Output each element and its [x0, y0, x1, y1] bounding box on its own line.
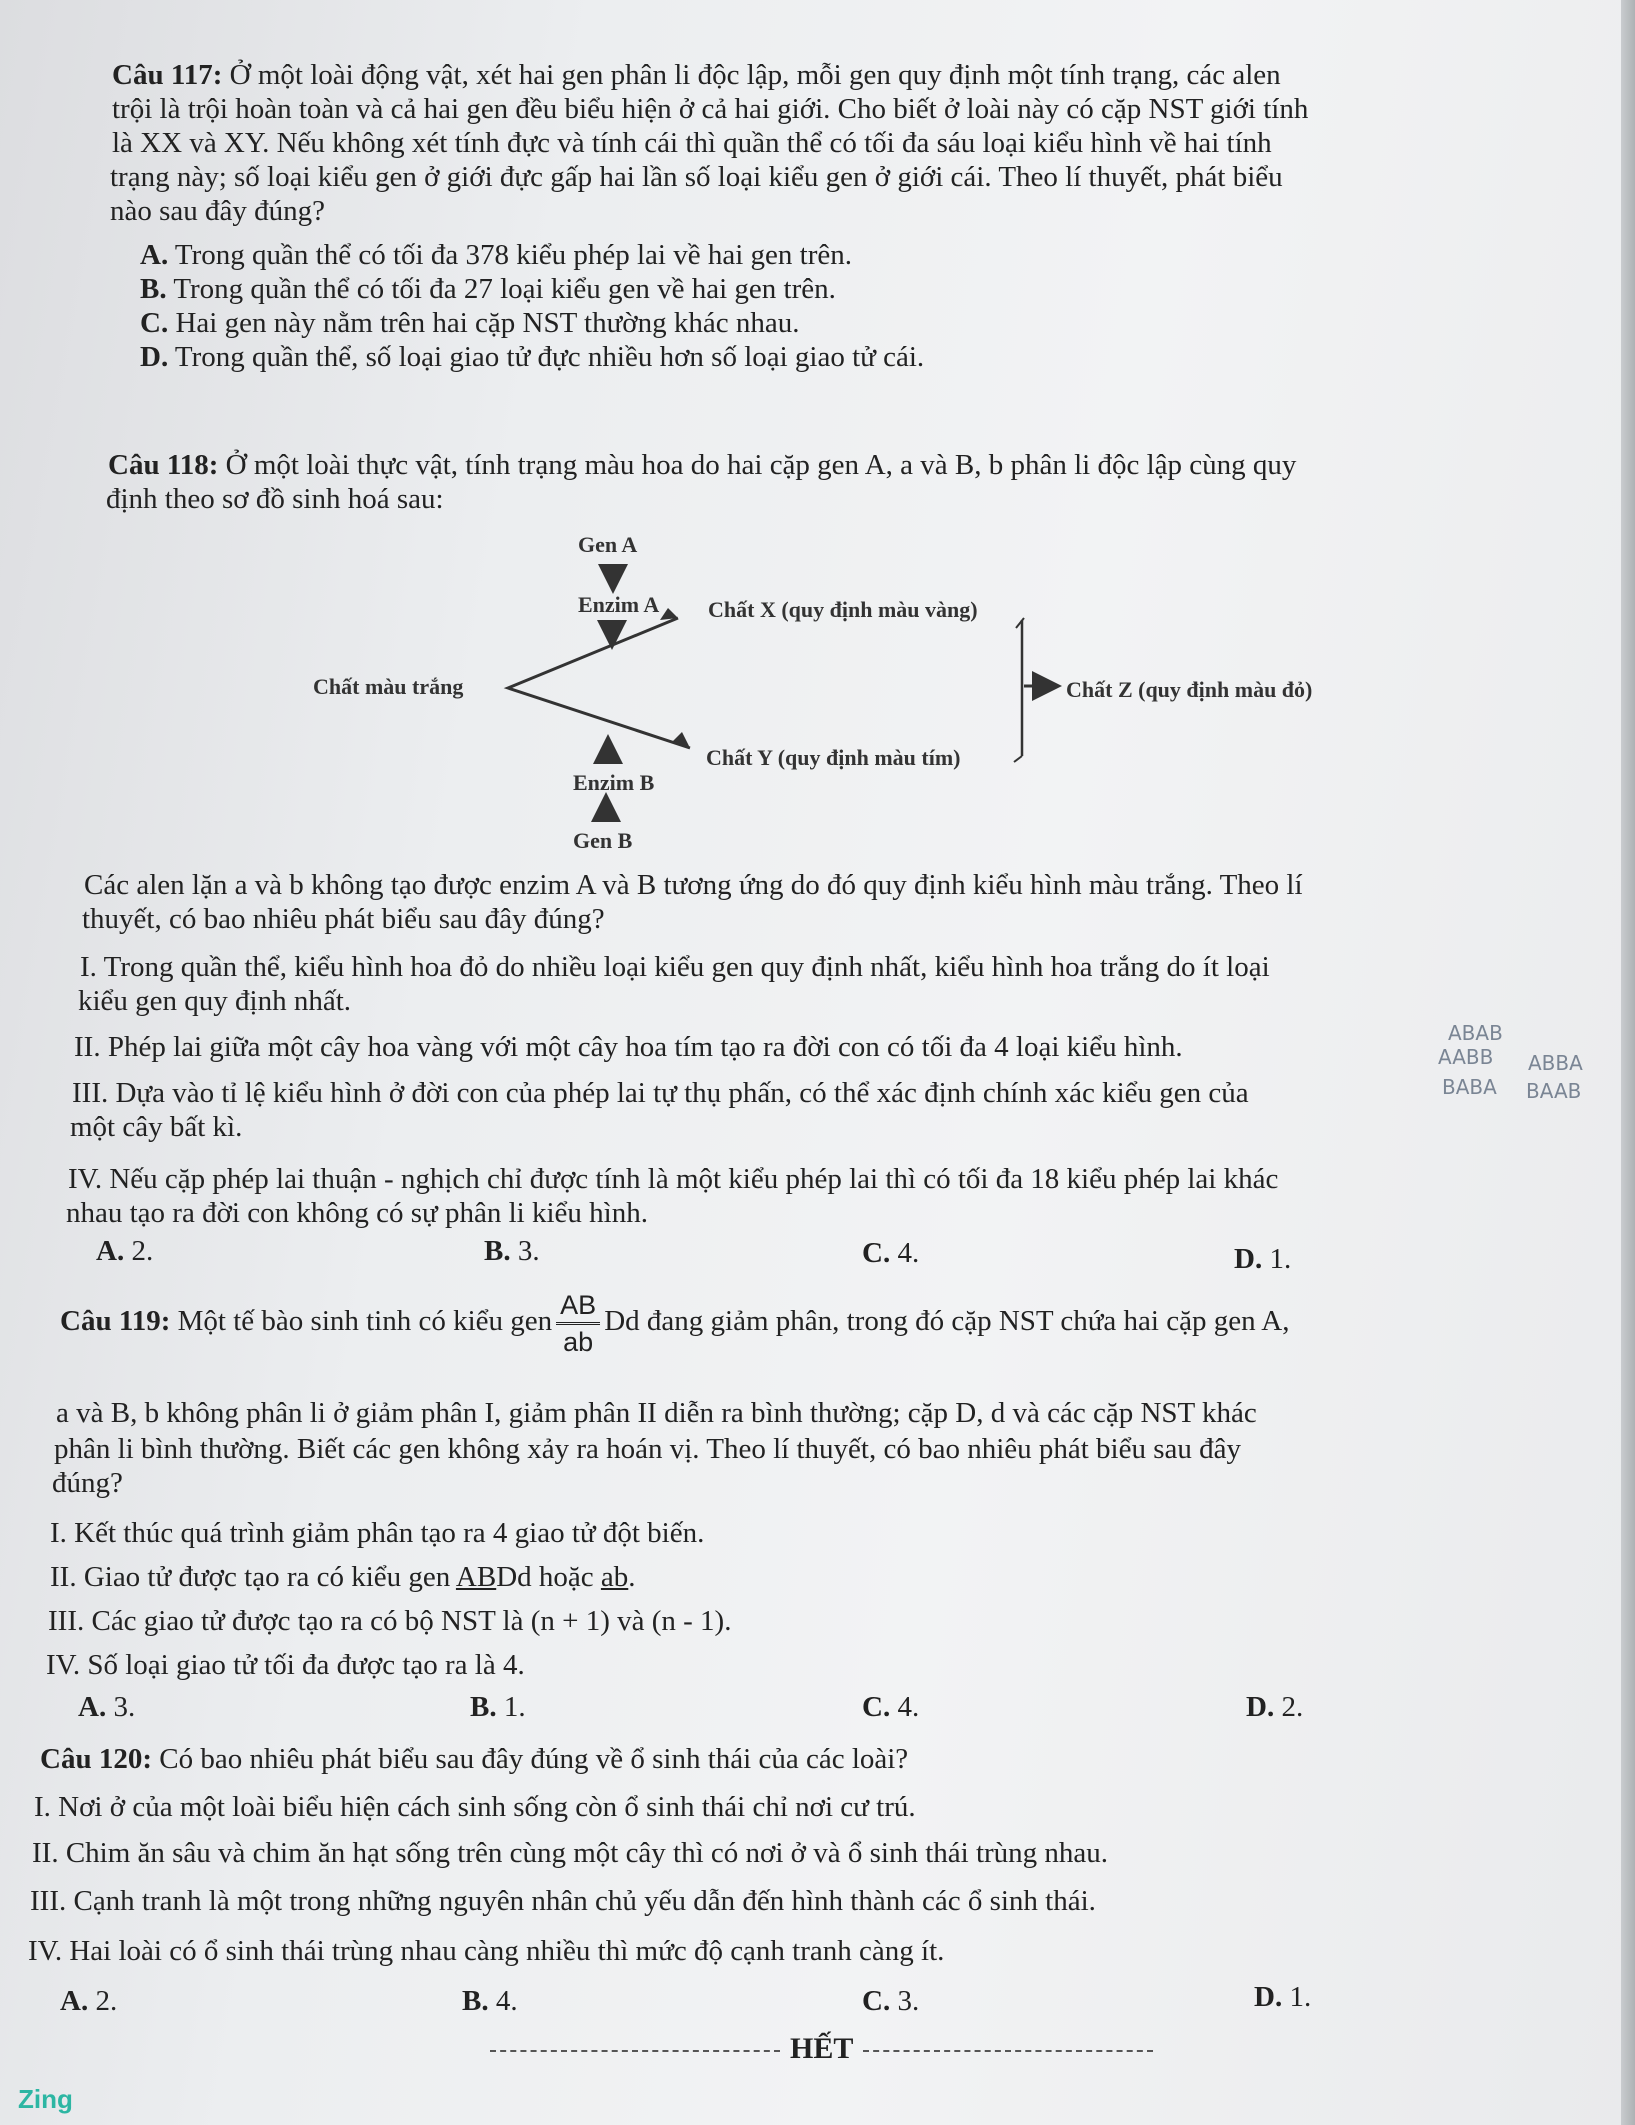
option-key: C. [140, 307, 169, 339]
answer-key: A. [60, 1985, 89, 2017]
enzim-a-label: Enzim A [578, 592, 660, 617]
q119-stmt-3: III. Các giao tử được tạo ra có bộ NST là (n + 1) và (n - 1). [48, 1605, 732, 1637]
answer-key: B. [484, 1235, 511, 1267]
end-marker [480, 2032, 1163, 2066]
q120-stmt-3: III. Cạnh tranh là một trong những nguyên nhân chủ yếu dẫn đến hình thành các ổ sinh thái. [30, 1885, 1096, 1917]
option-key: A. [140, 239, 169, 271]
q118-stmt-3b: một cây bất kì. [70, 1111, 243, 1143]
q120-answer-c [862, 1984, 919, 2018]
answer-text: 4. [488, 1985, 518, 2017]
q118-stmt-2: II. Phép lai giữa một cây hoa vàng với một cây hoa tím tạo ra đời con có tối đa 4 loại kiểu hình. [74, 1031, 1183, 1063]
q118-answer-d [1234, 1242, 1291, 1276]
q119-intro-after: Dd đang giảm phân, trong đó cặp NST chứa hai cặp gen A, [604, 1305, 1290, 1338]
q119-stmt-2 [50, 1560, 636, 1594]
answer-text: 2. [1274, 1691, 1304, 1723]
chat-y-label: Chất Y (quy định màu tím) [706, 745, 961, 770]
q119-answer-a [78, 1690, 135, 1724]
q119-answer-b [470, 1690, 526, 1724]
q119-answer-d [1246, 1690, 1303, 1724]
q120-answer-a [60, 1984, 117, 2018]
enzim-b-label: Enzim B [573, 770, 655, 795]
q120-stmt-2: II. Chim ăn sâu và chim ăn hạt sống trên cùng một cây thì có nơi ở và ổ sinh thái trùng nhau. [32, 1837, 1109, 1869]
option-key: D. [140, 341, 169, 373]
q119-stmt-4: IV. Số loại giao tử tối đa được tạo ra là 4. [46, 1649, 525, 1681]
branch-lines [508, 618, 690, 748]
q118-answer-a [96, 1234, 153, 1268]
q119-label: Câu 119: [60, 1305, 171, 1338]
q120-intro: Có bao nhiêu phát biểu sau đây đúng về ổ sinh thái của các loài? [151, 1743, 909, 1775]
handwriting-4: BABA [1442, 1075, 1497, 1099]
option-text: Trong quần thể có tối đa 378 kiểu phép lai về hai gen trên. [168, 239, 852, 271]
dash-left [490, 2050, 780, 2052]
q119-line-4: đúng? [52, 1467, 123, 1499]
stmt2-genotype-2: ab [600, 1561, 629, 1593]
stmt2-pre: II. Giao tử được tạo ra có kiểu gen [50, 1561, 456, 1593]
q117-line-5: nào sau đây đúng? [110, 195, 326, 227]
option-text: Trong quần thể có tối đa 27 loại kiểu gen về hai gen trên. [166, 273, 836, 305]
answer-key: A. [78, 1691, 107, 1723]
answer-text: 1. [496, 1691, 526, 1723]
answer-text: 2. [88, 1985, 118, 2017]
q118-answer-b [484, 1234, 540, 1268]
q119-line-2: a và B, b không phân li ở giảm phân I, giảm phân II diễn ra bình thường; cặp D, d và các cặp NST khác [56, 1397, 1257, 1429]
q118-after-2: thuyết, có bao nhiêu phát biểu sau đây đúng? [82, 903, 605, 935]
answer-key: C. [862, 1985, 891, 2017]
answer-key: A. [96, 1235, 125, 1267]
q118-answer-c [862, 1236, 919, 1270]
q119-intro: Một tế bào sinh tinh có kiểu gen [170, 1305, 553, 1338]
q118-stmt-4b: nhau tạo ra đời con không có sự phân li kiểu hình. [66, 1197, 648, 1229]
answer-key: C. [862, 1691, 891, 1723]
q120-stmt-4: IV. Hai loài có ổ sinh thái trùng nhau càng nhiều thì mức độ cạnh tranh càng ít. [28, 1935, 945, 1967]
handwriting-3: ABBA [1528, 1051, 1583, 1075]
fraction-numerator: AB [556, 1288, 600, 1325]
q117-text-1: Ở một loài động vật, xét hai gen phân li độc lập, mỗi gen quy định một tính trạng, các alen [222, 59, 1281, 91]
q120-line-1 [40, 1742, 908, 1776]
handwriting-1: ABAB [1448, 1021, 1503, 1045]
q118-after-1: Các alen lặn a và b không tạo được enzim A và B tương ứng do đó quy định kiểu hình màu trắng. Theo lí [84, 869, 1303, 901]
q119-answer-c [862, 1690, 919, 1724]
chat-trang-label: Chất màu trắng [313, 674, 464, 699]
chat-x-label: Chất X (quy định màu vàng) [708, 597, 978, 622]
q117-label: Câu 117: [112, 59, 223, 91]
q120-answer-b [462, 1984, 518, 2018]
stmt2-mid: Dd hoặc [496, 1561, 601, 1593]
q117-line-2: trội là trội hoàn toàn và cả hai gen đều biểu hiện ở cả hai giới. Cho biết ở loài này có cặp NST giới tính [112, 93, 1309, 125]
q119-stmt-1: I. Kết thúc quá trình giảm phân tạo ra 4 giao tử đột biến. [50, 1517, 705, 1549]
handwriting-2: AABB [1438, 1045, 1494, 1069]
stmt2-genotype-1: AB [455, 1561, 497, 1593]
end-text: HẾT [790, 2032, 854, 2065]
answer-key: B. [462, 1985, 489, 2017]
option-text: Hai gen này nằm trên hai cặp NST thường khác nhau. [168, 307, 800, 339]
bracket-bottom [1014, 756, 1022, 762]
q119-line-1 [60, 1288, 1289, 1359]
answer-text: 3. [510, 1235, 540, 1267]
q118-stmt-1b: kiểu gen quy định nhất. [78, 985, 352, 1017]
q118-label: Câu 118: [108, 449, 219, 481]
answer-text: 4. [890, 1691, 920, 1723]
q118-stmt-1: I. Trong quần thể, kiểu hình hoa đỏ do nhiều loại kiểu gen quy định nhất, kiểu hình hoa trắng do ít loại [80, 951, 1270, 983]
answer-text: 4. [890, 1237, 920, 1269]
answer-key: C. [862, 1237, 891, 1269]
dash-right [863, 2050, 1153, 2052]
answer-text: 2. [124, 1235, 154, 1267]
q117-line-3: là XX và XY. Nếu không xét tính đực và tính cái thì quần thể có tối đa sáu loại kiểu hình về hai tính [112, 127, 1272, 159]
answer-key: D. [1234, 1243, 1263, 1275]
answer-key: B. [470, 1691, 497, 1723]
q120-stmt-1: I. Nơi ở của một loài biểu hiện cách sinh sống còn ổ sinh thái chỉ nơi cư trú. [34, 1791, 916, 1823]
handwriting-5: BAAB [1526, 1079, 1582, 1103]
answer-text: 1. [1282, 1981, 1312, 2013]
stmt2-post: . [628, 1561, 636, 1593]
q119-line-3: phân li bình thường. Biết các gen không xảy ra hoán vị. Theo lí thuyết, có bao nhiêu phát biểu sau đây [54, 1433, 1242, 1465]
zing-logo: Zing [18, 2084, 73, 2114]
q118-stmt-3: III. Dựa vào tỉ lệ kiểu hình ở đời con của phép lai tự thụ phấn, có thể xác định chính xác kiểu gen của [72, 1077, 1249, 1109]
answer-text: 3. [890, 1985, 920, 2017]
gen-b-label: Gen B [573, 828, 633, 853]
q120-label: Câu 120: [40, 1743, 152, 1775]
option-key: B. [140, 273, 167, 305]
answer-text: 3. [106, 1691, 136, 1723]
q117-line-4: trạng này; số loại kiểu gen ở giới đực gấp hai lần số loại kiểu gen ở giới cái. Theo lí thuyết, phát biểu [110, 161, 1283, 193]
q118-text-1: Ở một loài thực vật, tính trạng màu hoa do hai cặp gen A, a và B, b phân li độc lập cùng quy [218, 449, 1297, 481]
q120-answer-d [1254, 1980, 1311, 2014]
fraction-denominator: ab [563, 1327, 594, 1357]
q118-stmt-4: IV. Nếu cặp phép lai thuận - nghịch chỉ được tính là một kiểu phép lai thì có tối đa 18 kiểu phép lai khác [68, 1163, 1279, 1195]
option-text: Trong quần thể, số loại giao tử đực nhiều hơn số loại giao tử cái. [168, 341, 925, 373]
answer-key: D. [1254, 1981, 1283, 2013]
answer-text: 1. [1262, 1243, 1292, 1275]
answer-key: D. [1246, 1691, 1275, 1723]
gen-a-label: Gen A [578, 532, 638, 557]
arrowhead-x [660, 608, 678, 620]
genotype-fraction [556, 1288, 600, 1359]
chat-z-label: Chất Z (quy định màu đỏ) [1066, 677, 1313, 702]
q118-line-2: định theo sơ đồ sinh hoá sau: [106, 483, 444, 515]
